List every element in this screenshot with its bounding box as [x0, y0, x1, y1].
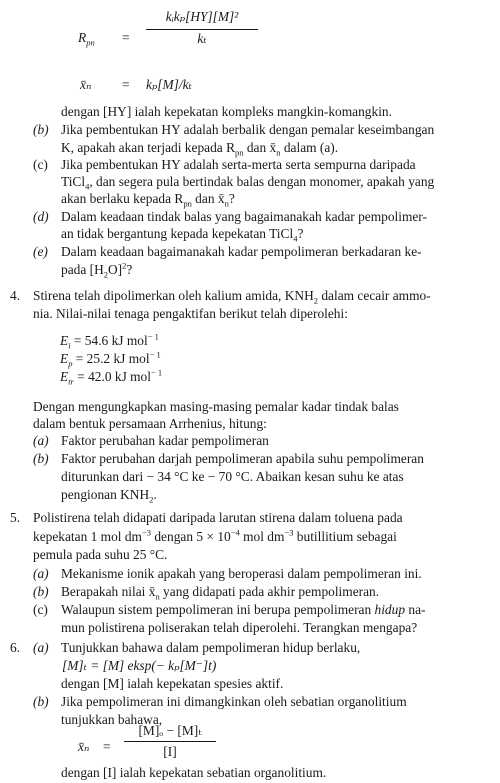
q4-para-line1: Dengan mengungkapkan masing-masing pemalar kadar tindak balas — [33, 399, 399, 414]
q6-xn-denominator: [I] — [163, 744, 177, 759]
q5-b-line1: Berapakah nilai $x̄_n$ yang didapati pada akhir pempolimeran. — [61, 584, 380, 602]
q4-label-b: (b) — [33, 451, 49, 466]
text-c-line3: akan berlaku kepada $R_{pn}$ dan $x̄_n$? — [61, 191, 235, 209]
q5-label-c: (c) — [33, 602, 48, 617]
energy-ei: $E_i = 54.6$ kJ mol$^{- 1}$ — [60, 331, 159, 351]
q4-label-a: (a) — [33, 433, 49, 448]
xn-equals: = — [122, 77, 130, 92]
q4-para-line2: dalam bentuk persamaan Arrhenius, hitung: — [33, 416, 267, 431]
energy-ep: $E_p = 25.2$ kJ mol$^{- 1}$ — [60, 349, 161, 369]
xn-symbol: x̄ₙ — [80, 77, 92, 92]
q4-a-line1: Faktor perubahan kadar pempolimeran — [61, 433, 269, 448]
q6-b-line2: tunjukkan bahawa, — [61, 712, 163, 727]
q6-xn-numerator: [M]ₒ − [M]ₜ — [138, 723, 202, 738]
rpn-denominator: kₜ — [197, 31, 207, 46]
energy-etr: $E_{tr} = 42.0$ kJ mol$^{- 1}$ — [60, 367, 163, 387]
q6-label-a: (a) — [33, 640, 49, 655]
q5-label-a: (a) — [33, 566, 49, 581]
q6-a-line3: dengan [M] ialah kepekatan spesies aktif. — [61, 676, 284, 691]
q5-line3: pemula pada suhu 25 °C. — [33, 547, 168, 562]
q4-line2: nia. Nilai-nilai tenaga pengaktifan berikut telah diperolehi: — [33, 306, 348, 321]
q5-label-b: (b) — [33, 584, 49, 599]
text-hy-definition: dengan [HY] ialah kepekatan kompleks mangkin-komangkin. — [61, 104, 392, 119]
q4-line1: Stirena telah dipolimerkan oleh kalium amida, $KNH_2$ dalam cecair ammo- — [33, 288, 431, 306]
q6-label-b: (b) — [33, 694, 49, 709]
text-e-line1: Dalam keadaan bagaimanakah kadar pempolimeran berkadaran ke- — [61, 244, 422, 259]
rpn-equals: = — [122, 30, 130, 45]
text-b-line1: Jika pembentukan HY adalah berbalik dengan pemalar keseimbangan — [61, 122, 435, 137]
rpn-symbol: $R_{pn}$ — [78, 30, 95, 48]
q5-line2: kepekatan 1 mol $dm^{-3}$ dengan $5 \times 10^{-4}$ mol $dm^{-3}$ butillitium sebagai — [33, 527, 397, 544]
text-d-line1: Dalam keadaan tindak balas yang bagaimanakah kadar pempolimer- — [61, 209, 427, 224]
question-number-4: 4. — [10, 288, 21, 303]
q6-b-line1: Jika pempolimeran ini dimangkinkan oleh sebatian organolitium — [61, 694, 407, 709]
rpn-numerator: kᵢkₚ[HY][M]² — [165, 9, 239, 24]
q5-line1: Polistirena telah didapati daripada larutan stirena dalam toluena pada — [33, 510, 403, 525]
q4-b-line1: Faktor perubahan darjah pempolimeran apabila suhu pempolimeran — [61, 451, 424, 466]
q6-xn-fraction-bar — [124, 741, 216, 742]
label-d: (d) — [33, 209, 49, 224]
text-d-line2: an tidak bergantung kepada kepekatan TiCl$_4$? — [61, 226, 304, 244]
question-number-6: 6. — [10, 640, 21, 655]
xn-rhs: kₚ[M]/kₜ — [146, 77, 192, 92]
q4-b-line3: pengionan $KNH_2$. — [61, 487, 157, 505]
label-c: (c) — [33, 157, 48, 172]
label-b: (b) — [33, 122, 49, 137]
question-number-5: 5. — [10, 510, 21, 525]
q4-b-line2: diturunkan dari − 34 °C ke − 70 °C. Abaikan kesan suhu ke atas — [61, 469, 404, 484]
q5-c-line1: Walaupun sistem pempolimeran ini berupa pempolimeran hidup na- — [61, 602, 426, 617]
q5-a-line1: Mekanisme ionik apakah yang beroperasi dalam pempolimeran ini. — [61, 566, 422, 581]
q5-c-line2: mun polistirena poliserakan telah diperolehi. Terangkan mengapa? — [61, 620, 418, 635]
text-b-line2: K, apakah akan terjadi kepada $R_{pn}$ dan $x̄_n$ dalam (a). — [61, 140, 339, 158]
text-c-line2: TiCl$_4$, dan segera pula bertindak balas dengan monomer, apakah yang — [61, 174, 435, 192]
q6-xn-equals: = — [103, 739, 111, 754]
label-e: (e) — [33, 244, 48, 259]
text-c-line1: Jika pembentukan HY adalah serta-merta serta sempurna daripada — [61, 157, 416, 172]
q6-xn-symbol: x̄ₙ — [78, 739, 90, 754]
q6-a-line1: Tunjukkan bahawa dalam pempolimeran hidup berlaku, — [61, 640, 361, 655]
q6-last-line: dengan [I] ialah kepekatan sebatian organolitium. — [61, 765, 327, 780]
text-e-line2: pada $[H_2O]^2$? — [61, 260, 133, 280]
q6-a-equation: [M]ₜ = [M] eksp(− kₚ[M⁻]t) — [62, 658, 217, 673]
